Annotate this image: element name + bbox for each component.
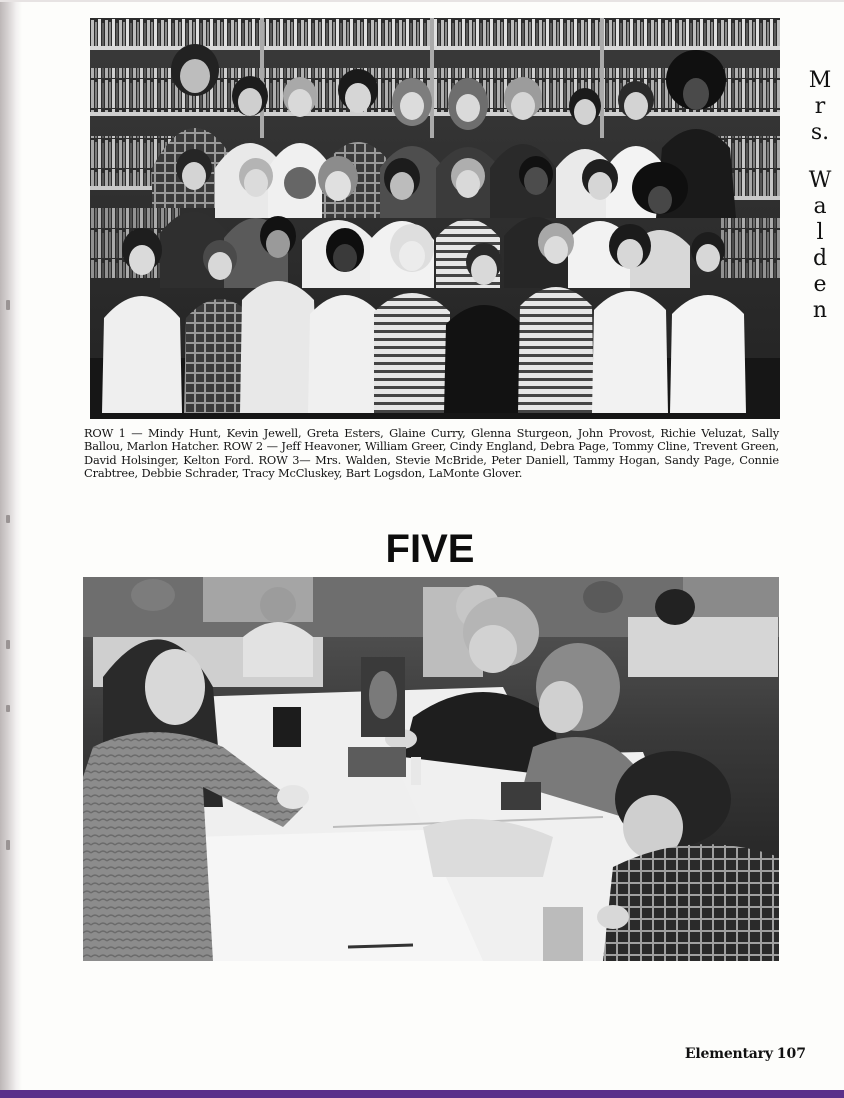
- teacher-name-letter: n: [812, 298, 828, 323]
- photo-caption: ROW 1 — Mindy Hunt, Kevin Jewell, Greta Esters, Glaine Curry, Glenna Sturgeon, John Provost, Richie Veluzat, Sally Ballou, Marlon Hatcher. ROW 2 — Jeff Heavoner, William Greer, Cindy England, Debra Page, Tommy Cline, Trevent Green, David Holsinger, Kelton Ford. ROW 3— Mrs. Walden, Stevie McBride, Peter Daniell, Tammy Hogan, Sandy Page, Connie Crabtree, Debbie Schrader, Tracy McCluskey, Bart Logsdon, LaMonte Glover.: [84, 426, 779, 481]
- teacher-name-vertical: [806, 68, 834, 324]
- class-group-photo: [90, 18, 780, 419]
- binding-mark: [6, 705, 10, 712]
- teacher-name-letter: W: [808, 168, 832, 193]
- teacher-name-letter: l: [816, 220, 824, 245]
- section-title: FIVE: [385, 527, 475, 571]
- binding-mark: [6, 640, 10, 649]
- folio-section: Elementary: [684, 1046, 773, 1062]
- classroom-activity-photo: [83, 577, 779, 961]
- top-edge: [0, 0, 844, 2]
- bottom-edge: [0, 1090, 844, 1098]
- teacher-name-letter: s.: [810, 120, 830, 145]
- teacher-name-letter: e: [813, 272, 827, 297]
- binding-mark: [6, 840, 10, 850]
- teacher-name-letter: a: [813, 194, 827, 219]
- binding-mark: [6, 515, 10, 523]
- page-folio: [685, 1045, 806, 1063]
- teacher-name-letter: d: [812, 246, 828, 271]
- teacher-name-letter: r: [814, 94, 826, 119]
- page-number: 107: [776, 1046, 806, 1062]
- teacher-name-letter: M: [808, 68, 832, 93]
- binding-mark: [6, 300, 10, 310]
